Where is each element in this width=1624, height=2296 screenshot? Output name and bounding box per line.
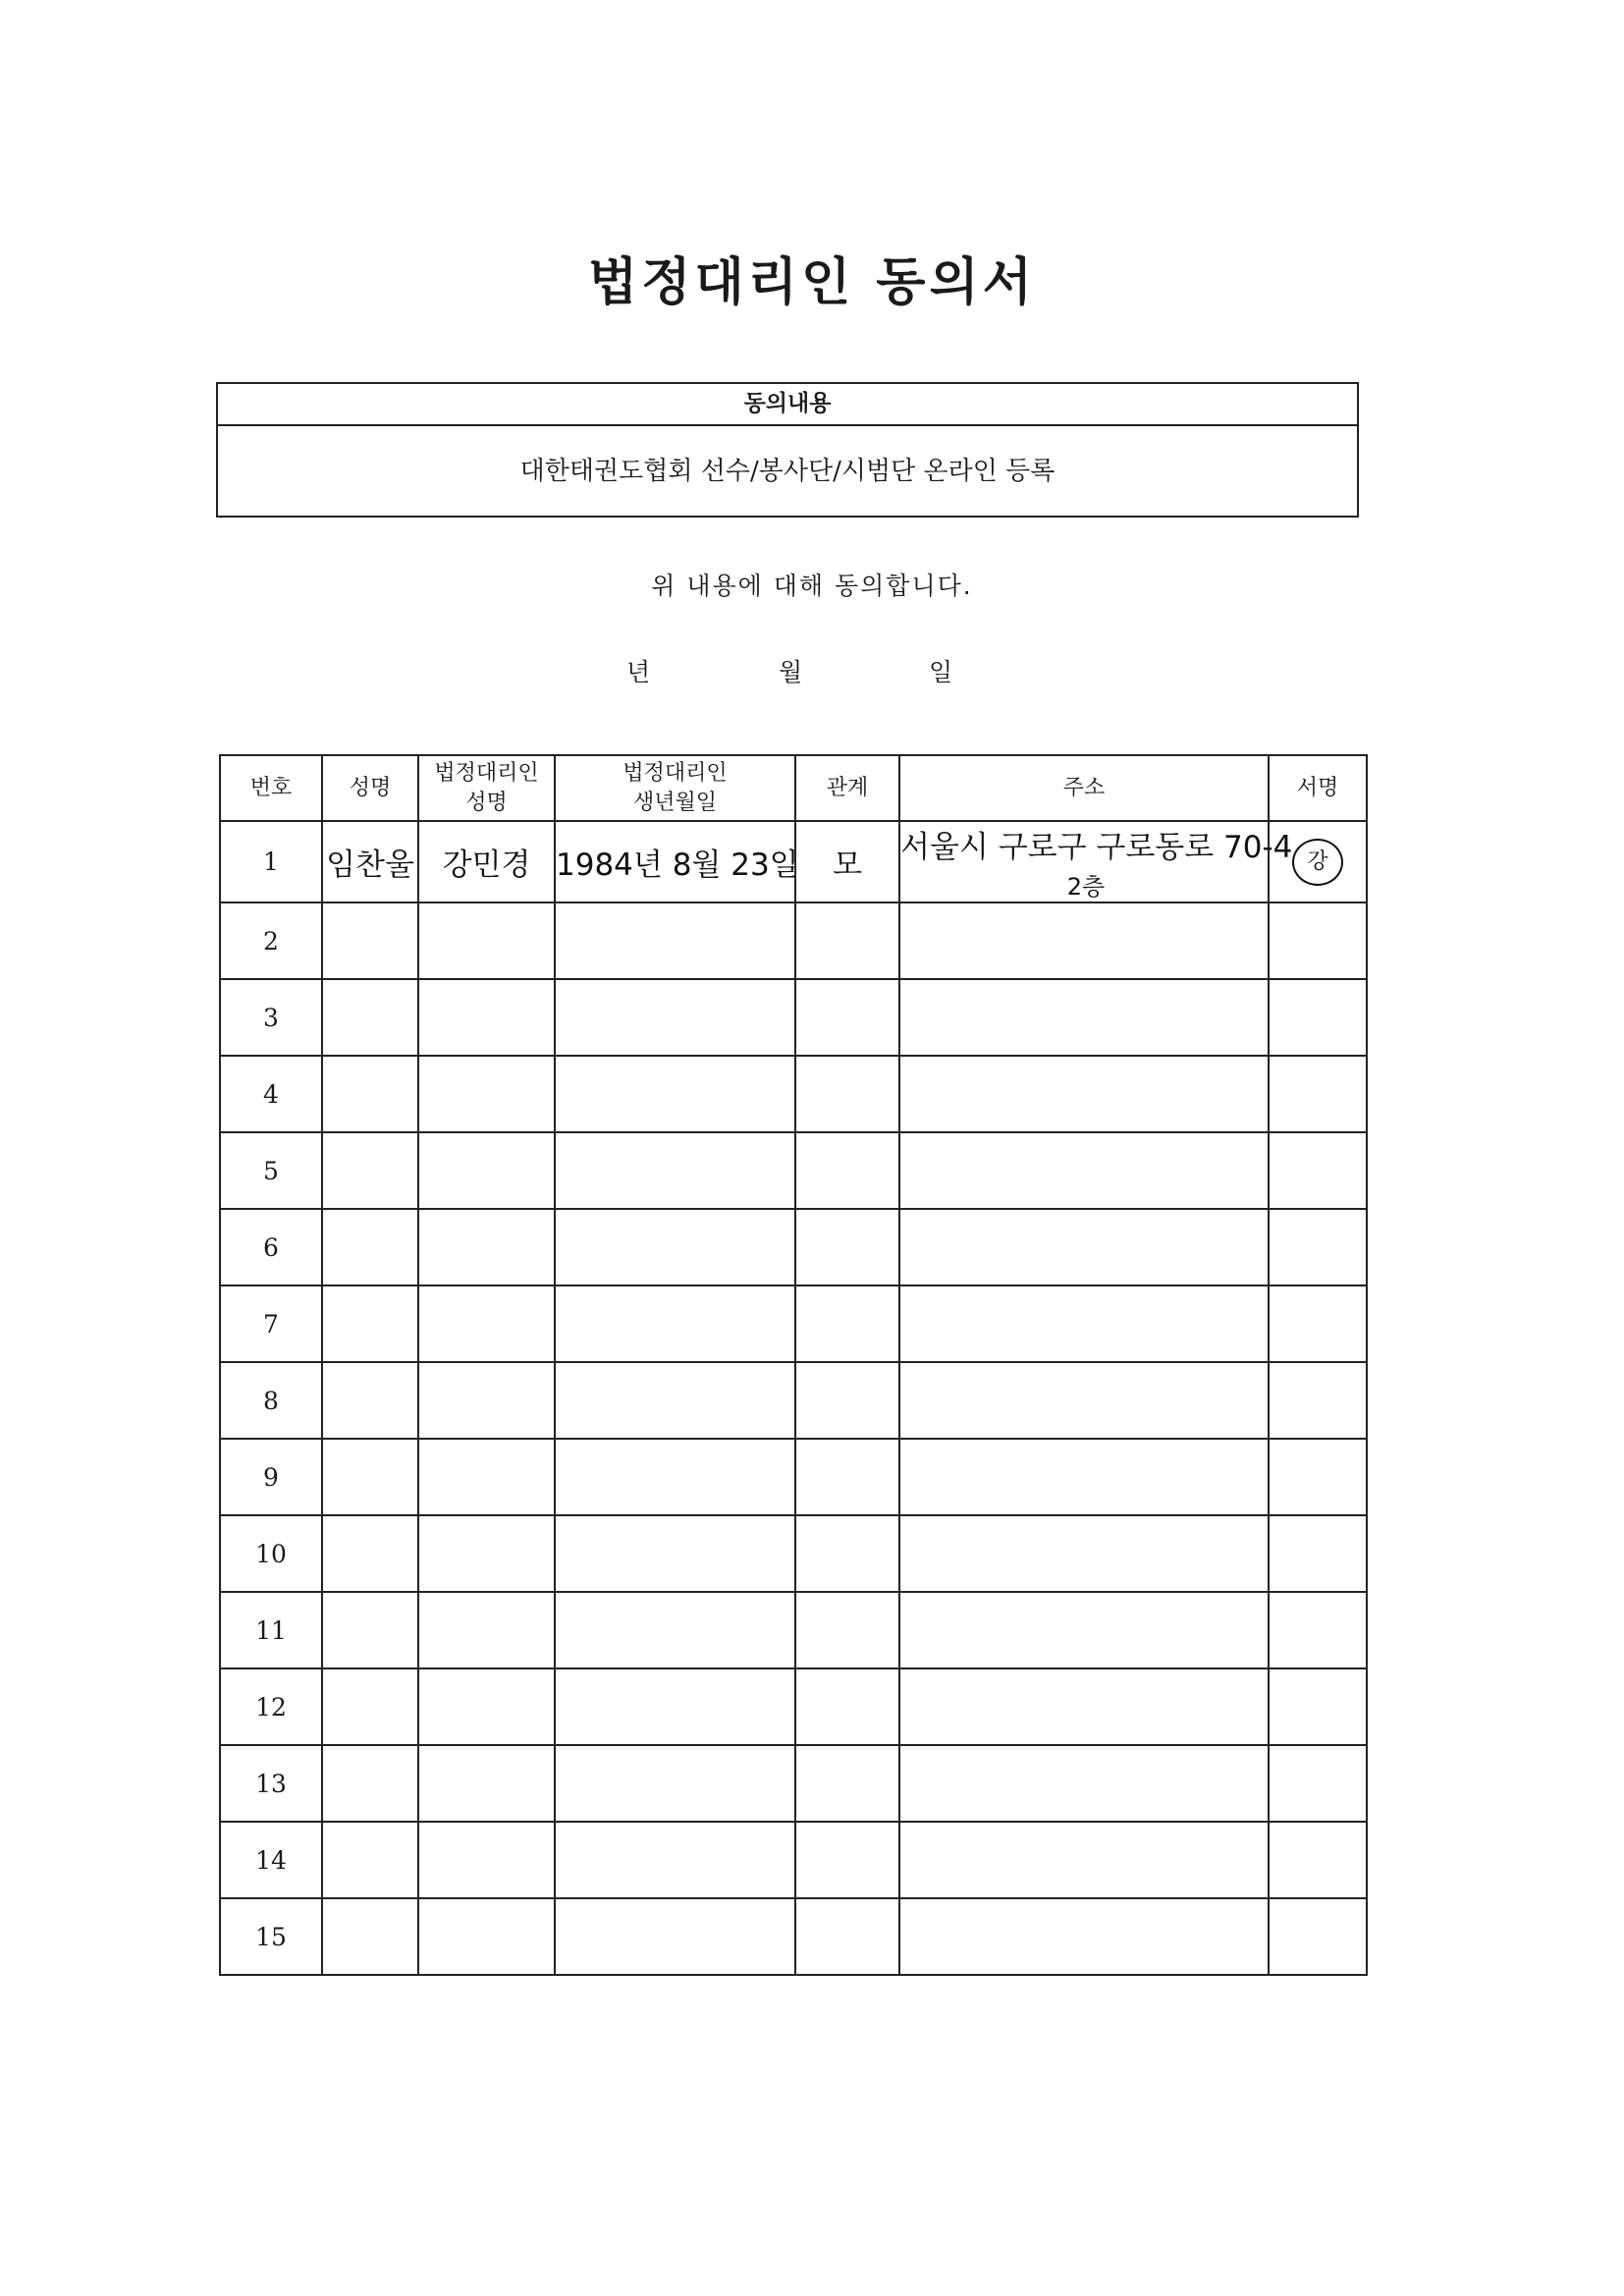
cell-name[interactable] (322, 821, 418, 902)
header-guardian-name (418, 755, 555, 821)
cell-guardian-name[interactable] (418, 1439, 555, 1515)
cell-name[interactable] (322, 1515, 418, 1592)
table-row (220, 979, 1367, 1056)
cell-address[interactable] (899, 1668, 1269, 1745)
cell-guardian-birth[interactable] (555, 821, 799, 902)
cell-guardian-name[interactable] (418, 979, 555, 1056)
cell-name-text: 임찬울 (326, 847, 414, 883)
header-relation: 관계 (795, 755, 899, 821)
consent-box (216, 382, 1359, 518)
header-signature: 서명 (1269, 755, 1367, 821)
cell-name[interactable] (322, 979, 418, 1056)
table-row (220, 1898, 1367, 1975)
cell-relation[interactable] (795, 902, 899, 979)
cell-guardian-birth[interactable] (555, 1668, 795, 1745)
table-row (220, 902, 1367, 979)
cell-guardian-birth-text: 1984년 8월 23일 (556, 847, 799, 883)
cell-signature[interactable] (1269, 1132, 1367, 1209)
cell-no: 13 (220, 1745, 322, 1822)
cell-address[interactable] (899, 1439, 1269, 1515)
cell-name[interactable] (322, 1362, 418, 1439)
cell-no: 3 (220, 979, 322, 1056)
cell-address[interactable] (899, 821, 1293, 902)
cell-no: 6 (220, 1209, 322, 1285)
cell-no: 1 (220, 821, 322, 902)
table-row (220, 1592, 1367, 1668)
cell-guardian-name[interactable] (418, 1822, 555, 1898)
table-body (220, 821, 1367, 1975)
cell-name[interactable] (322, 1822, 418, 1898)
cell-guardian-name[interactable] (418, 1285, 555, 1362)
cell-guardian-name[interactable] (418, 1668, 555, 1745)
cell-address[interactable] (899, 902, 1269, 979)
cell-relation[interactable] (795, 1898, 899, 1975)
cell-no: 10 (220, 1515, 322, 1592)
cell-address[interactable] (899, 1285, 1269, 1362)
date-day-label: 일 (929, 658, 953, 686)
cell-relation[interactable] (795, 979, 899, 1056)
cell-relation[interactable] (795, 1822, 899, 1898)
header-no: 번호 (220, 755, 322, 821)
cell-guardian-name[interactable] (418, 1592, 555, 1668)
cell-guardian-birth[interactable] (555, 1209, 795, 1285)
cell-guardian-name[interactable] (418, 1056, 555, 1132)
cell-signature[interactable] (1269, 1898, 1367, 1975)
cell-signature[interactable] (1269, 1439, 1367, 1515)
cell-no: 5 (220, 1132, 322, 1209)
table-row (220, 1515, 1367, 1592)
cell-address[interactable] (899, 1822, 1269, 1898)
cell-no: 4 (220, 1056, 322, 1132)
cell-guardian-birth[interactable] (555, 1362, 795, 1439)
header-name: 성명 (322, 755, 418, 821)
cell-guardian-name[interactable] (418, 1132, 555, 1209)
cell-guardian-name[interactable] (418, 1515, 555, 1592)
cell-address[interactable] (899, 1745, 1269, 1822)
cell-name[interactable] (322, 1745, 418, 1822)
cell-no: 14 (220, 1822, 322, 1898)
cell-guardian-birth[interactable] (555, 1439, 795, 1515)
cell-guardian-birth[interactable] (555, 1285, 795, 1362)
cell-name[interactable] (322, 1209, 418, 1285)
guardian-roster-table (219, 754, 1368, 1976)
cell-relation[interactable] (795, 1745, 899, 1822)
cell-relation-text: 모 (833, 847, 862, 883)
cell-relation[interactable] (795, 821, 899, 902)
cell-relation[interactable] (795, 1668, 899, 1745)
cell-relation[interactable] (795, 1515, 899, 1592)
cell-signature[interactable] (1269, 1668, 1367, 1745)
cell-no: 12 (220, 1668, 322, 1745)
table-row (220, 1822, 1367, 1898)
cell-no: 2 (220, 902, 322, 979)
cell-guardian-name[interactable] (418, 1745, 555, 1822)
header-guardian-name-line1: 법정대리인 (434, 760, 539, 786)
cell-name[interactable] (322, 1439, 418, 1515)
consent-header: 동의내용 (218, 384, 1357, 426)
header-address: 주소 (899, 755, 1269, 821)
cell-address[interactable] (899, 1056, 1269, 1132)
cell-guardian-name[interactable] (418, 821, 555, 902)
cell-guardian-birth[interactable] (555, 902, 795, 979)
cell-address[interactable] (899, 1592, 1269, 1668)
table-row (220, 1285, 1367, 1362)
table-row (220, 1668, 1367, 1745)
cell-name[interactable] (322, 902, 418, 979)
table-row (220, 1132, 1367, 1209)
date-month-label: 월 (779, 658, 803, 686)
cell-signature[interactable] (1269, 1056, 1367, 1132)
cell-relation[interactable] (795, 1592, 899, 1668)
cell-no: 7 (220, 1285, 322, 1362)
table-row (220, 1362, 1367, 1439)
table-row (220, 1056, 1367, 1132)
cell-relation[interactable] (795, 1132, 899, 1209)
cell-no: 9 (220, 1439, 322, 1515)
cell-guardian-name-text: 강민경 (442, 847, 531, 883)
cell-address-text: 서울시 구로구 구로동로 70-4 (900, 830, 1293, 865)
cell-address-extra-text: 2층 (1066, 873, 1106, 901)
cell-address[interactable] (899, 979, 1269, 1056)
cell-name[interactable] (322, 1668, 418, 1745)
cell-relation[interactable] (795, 1056, 899, 1132)
cell-address[interactable] (899, 1132, 1269, 1209)
cell-guardian-birth[interactable] (555, 1898, 795, 1975)
cell-guardian-name[interactable] (418, 902, 555, 979)
cell-signature[interactable] (1269, 1209, 1367, 1285)
cell-signature[interactable] (1269, 902, 1367, 979)
cell-name[interactable] (322, 1132, 418, 1209)
table-row (220, 1745, 1367, 1822)
cell-guardian-name[interactable] (418, 1209, 555, 1285)
cell-signature[interactable] (1269, 979, 1367, 1056)
cell-guardian-birth[interactable] (555, 1515, 795, 1592)
cell-guardian-birth[interactable] (555, 1132, 795, 1209)
cell-address[interactable] (899, 1362, 1269, 1439)
table-row (220, 821, 1367, 902)
table-row (220, 1209, 1367, 1285)
cell-guardian-birth[interactable] (555, 1056, 795, 1132)
cell-no: 11 (220, 1592, 322, 1668)
cell-signature[interactable] (1269, 1822, 1367, 1898)
cell-name[interactable] (322, 1056, 418, 1132)
cell-address[interactable] (899, 1515, 1269, 1592)
cell-signature[interactable] (1269, 1592, 1367, 1668)
cell-signature[interactable] (1269, 1285, 1367, 1362)
cell-relation[interactable] (795, 1285, 899, 1362)
cell-name[interactable] (322, 1898, 418, 1975)
agree-statement: 위 내용에 대해 동의합니다. (651, 572, 973, 600)
cell-guardian-birth[interactable] (555, 979, 795, 1056)
table-header-row (220, 755, 1367, 821)
header-guardian-birth-line2: 생년월일 (632, 790, 717, 815)
cell-no: 15 (220, 1898, 322, 1975)
cell-name[interactable] (322, 1592, 418, 1668)
header-guardian-birth (555, 755, 795, 821)
cell-relation[interactable] (795, 1209, 899, 1285)
cell-guardian-name[interactable] (418, 1362, 555, 1439)
cell-guardian-birth[interactable] (555, 1822, 795, 1898)
cell-guardian-birth[interactable] (555, 1745, 795, 1822)
cell-name[interactable] (322, 1285, 418, 1362)
cell-no: 8 (220, 1362, 322, 1439)
table-row (220, 1439, 1367, 1515)
header-guardian-name-line2: 성명 (465, 790, 508, 815)
cell-address[interactable] (899, 1898, 1269, 1975)
consent-content: 대한태권도협회 선수/봉사단/시범단 온라인 등록 (519, 457, 1056, 486)
cell-signature[interactable] (1269, 1745, 1367, 1822)
cell-guardian-birth[interactable] (555, 1592, 795, 1668)
document-title: 법정대리인 동의서 (588, 252, 1036, 312)
cell-address[interactable] (899, 1209, 1269, 1285)
cell-relation[interactable] (795, 1439, 899, 1515)
cell-guardian-name[interactable] (418, 1898, 555, 1975)
date-year-label: 년 (626, 658, 651, 686)
cell-signature[interactable] (1269, 1362, 1367, 1439)
cell-relation[interactable] (795, 1362, 899, 1439)
cell-signature[interactable] (1269, 1515, 1367, 1592)
signature-mark: 강 (1292, 839, 1343, 886)
header-guardian-birth-line1: 법정대리인 (623, 760, 728, 786)
